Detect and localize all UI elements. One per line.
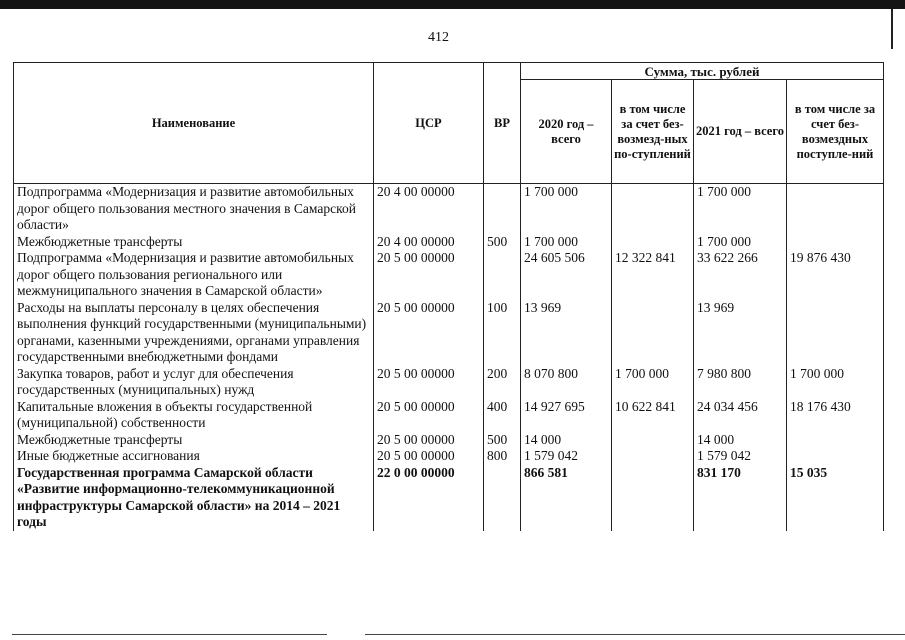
row-name: Межбюджетные трансферты: [14, 432, 374, 449]
row-vr: 400: [484, 399, 521, 432]
row-vr: [484, 250, 521, 300]
row-2020-free: [612, 300, 694, 366]
row-csr: 20 5 00 00000: [374, 250, 484, 300]
bottom-rule-left: [12, 634, 327, 635]
row-2020: 13 969: [521, 300, 612, 366]
row-vr: [484, 465, 521, 531]
row-2020: 24 605 506: [521, 250, 612, 300]
header-sum-group: Сумма, тыс. рублей: [521, 63, 884, 80]
table-row: [14, 184, 884, 234]
row-2021: 831 170: [694, 465, 787, 531]
row-2020-free: [612, 448, 694, 465]
header-2020-total: 2020 год – всего: [521, 80, 612, 184]
row-2020: 1 579 042: [521, 448, 612, 465]
row-2020-free: [612, 234, 694, 251]
budget-table: [13, 62, 884, 531]
row-2021: 1 579 042: [694, 448, 787, 465]
bottom-rule-right: [365, 634, 905, 635]
row-2020-free: [612, 465, 694, 531]
row-name: Иные бюджетные ассигнования: [14, 448, 374, 465]
table-row: [14, 465, 884, 531]
row-name: Капитальные вложения в объекты государственной (муниципальной) собственности: [14, 399, 374, 432]
row-2021: 13 969: [694, 300, 787, 366]
row-2021: 33 622 266: [694, 250, 787, 300]
row-name: Расходы на выплаты персоналу в целях обеспечения выполнения функций государственными (муниципальными) органами, казенными учреждениями, органами управления государственными внебюджетными фондами: [14, 300, 374, 366]
row-2020: 1 700 000: [521, 184, 612, 234]
row-2021-free: 15 035: [787, 465, 884, 531]
row-2021-free: 18 176 430: [787, 399, 884, 432]
row-2020: 14 927 695: [521, 399, 612, 432]
header-2021-total: 2021 год – всего: [694, 80, 787, 184]
header-2021-free: в том числе за счет без-возмездных поступле-ний: [787, 80, 884, 184]
row-csr: 20 5 00 00000: [374, 366, 484, 399]
row-vr: 800: [484, 448, 521, 465]
header-2020-free: в том числе за счет без-возмезд-ных по-ступлений: [612, 80, 694, 184]
row-vr: 500: [484, 234, 521, 251]
row-2021-free: [787, 432, 884, 449]
row-name: Подпрограмма «Модернизация и развитие автомобильных дорог общего пользования местного значения в Самарской области»: [14, 184, 374, 234]
row-2021-free: 19 876 430: [787, 250, 884, 300]
row-2021-free: [787, 184, 884, 234]
row-name: Государственная программа Самарской области «Развитие информационно-телекоммуникационной инфраструктуры Самарской области» на 2014 – 2021 годы: [14, 465, 374, 531]
row-csr: 20 5 00 00000: [374, 432, 484, 449]
row-2021: 24 034 456: [694, 399, 787, 432]
row-2020-free: 10 622 841: [612, 399, 694, 432]
header-name: Наименование: [14, 63, 374, 184]
row-2020-free: [612, 432, 694, 449]
row-name: Закупка товаров, работ и услуг для обеспечения государственных (муниципальных) нужд: [14, 366, 374, 399]
header-vr: ВР: [484, 63, 521, 184]
table-row: [14, 366, 884, 399]
row-2020-free: 12 322 841: [612, 250, 694, 300]
row-vr: 200: [484, 366, 521, 399]
row-2020: 8 070 800: [521, 366, 612, 399]
row-csr: 20 4 00 00000: [374, 184, 484, 234]
header-csr: ЦСР: [374, 63, 484, 184]
right-edge-mark: [891, 9, 893, 49]
row-csr: 20 5 00 00000: [374, 399, 484, 432]
row-2020: 866 581: [521, 465, 612, 531]
row-csr: 22 0 00 00000: [374, 465, 484, 531]
table-row: [14, 234, 884, 251]
row-2021: 1 700 000: [694, 184, 787, 234]
row-2020: 1 700 000: [521, 234, 612, 251]
row-vr: 100: [484, 300, 521, 366]
row-2021-free: 1 700 000: [787, 366, 884, 399]
row-2020: 14 000: [521, 432, 612, 449]
row-2020-free: [612, 184, 694, 234]
table-row: [14, 250, 884, 300]
row-vr: [484, 184, 521, 234]
row-2021-free: [787, 234, 884, 251]
row-csr: 20 4 00 00000: [374, 234, 484, 251]
table-row: [14, 448, 884, 465]
row-2021: 1 700 000: [694, 234, 787, 251]
table-row: [14, 300, 884, 366]
row-2021: 14 000: [694, 432, 787, 449]
row-name: Межбюджетные трансферты: [14, 234, 374, 251]
row-2021-free: [787, 448, 884, 465]
row-vr: 500: [484, 432, 521, 449]
row-csr: 20 5 00 00000: [374, 300, 484, 366]
page-number: 412: [428, 30, 449, 45]
row-name: Подпрограмма «Модернизация и развитие автомобильных дорог общего пользования регионального или межмуниципального значения в Самарской области»: [14, 250, 374, 300]
row-2020-free: 1 700 000: [612, 366, 694, 399]
row-2021-free: [787, 300, 884, 366]
row-csr: 20 5 00 00000: [374, 448, 484, 465]
row-2021: 7 980 800: [694, 366, 787, 399]
table-row: [14, 399, 884, 432]
table-row: [14, 432, 884, 449]
top-border: [0, 0, 905, 9]
